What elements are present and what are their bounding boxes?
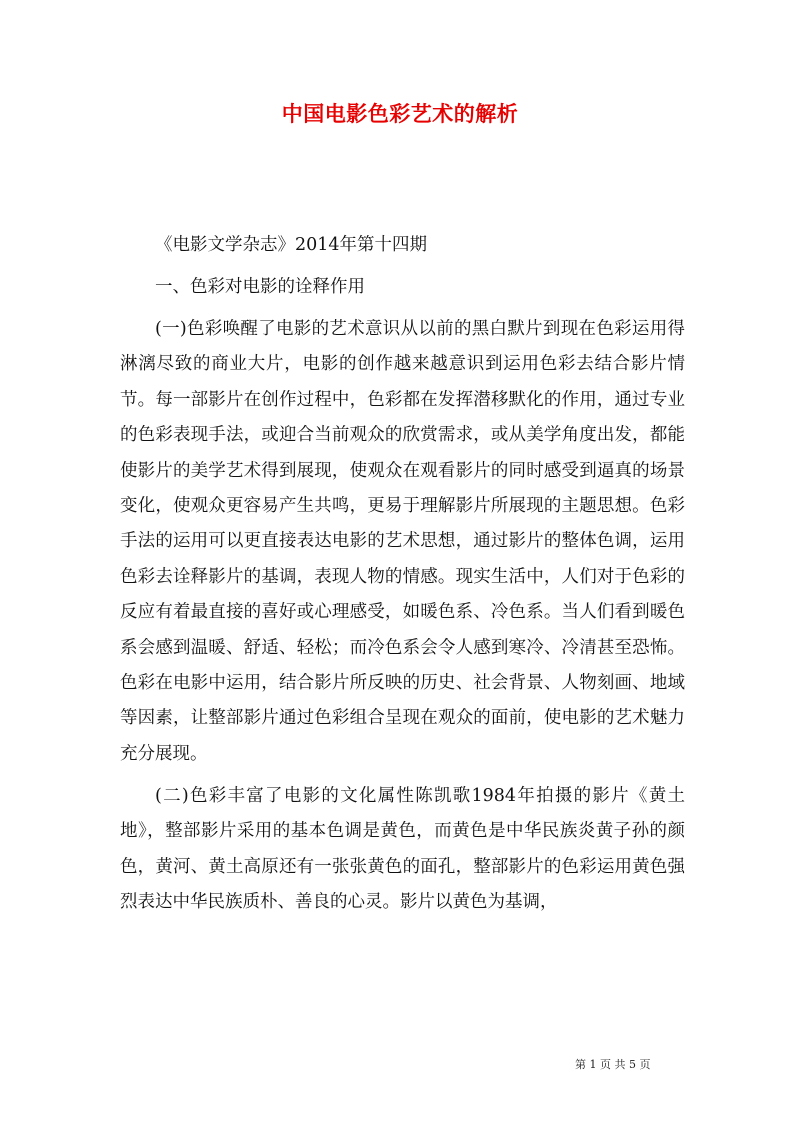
source-line: 《电影文学杂志》2014年第十四期: [155, 235, 428, 255]
body-paragraph: (一)色彩唤醒了电影的艺术意识从以前的黑白默片到现在色彩运用得淋漓尽致的商业大片，电影的创作越来越意识到运用色彩去结合影片情节。每一部影片在创作过程中，色彩都在发挥潜移默化的作用，通过专业的色彩表现手法，或迎合当前观众的欣赏需求，或从美学角度出发，都能使影片的美学艺术得到展现，使观众在观看影片的同时感受到逼真的场景变化，使观众更容易产生共鸣，更易于理解影片所展现的主题思想。色彩手法的运用可以更直接表达电影的艺术思想，通过影片的整体色调，运用色彩去诠释影片的基调，表现人物的情感。现实生活中，人们对于色彩的反应有着最直接的喜好或心理感受，如暖色系、冷色系。当人们看到暖色系会感到温暖、舒适、轻松；而冷色系会令人感到寒冷、冷清甚至恐怖。色彩在电影中运用，结合影片所反映的历史、社会背景、人物刻画、地域等因素，让整部影片通过色彩组合呈现在观众的面前，使电影的艺术魅力充分展现。: [120, 319, 685, 764]
page-title: 中国电影色彩艺术的解析: [281, 101, 519, 126]
section-heading: 一、色彩对电影的诠释作用: [155, 277, 365, 297]
page-number-footer: 第 1 页 共 5 页: [575, 1058, 651, 1071]
document-body: [120, 228, 685, 921]
body-paragraph: (二)色彩丰富了电影的文化属性陈凯歌1984年拍摄的影片《黄土地》，整部影片采用的基本色调是黄色，而黄色是中华民族炎黄子孙的颜色，黄河、黄土高原还有一张张黄色的面孔，整部影片的色彩运用黄色强烈表达中华民族质朴、善良的心灵。影片以黄色为基调，: [120, 785, 685, 913]
